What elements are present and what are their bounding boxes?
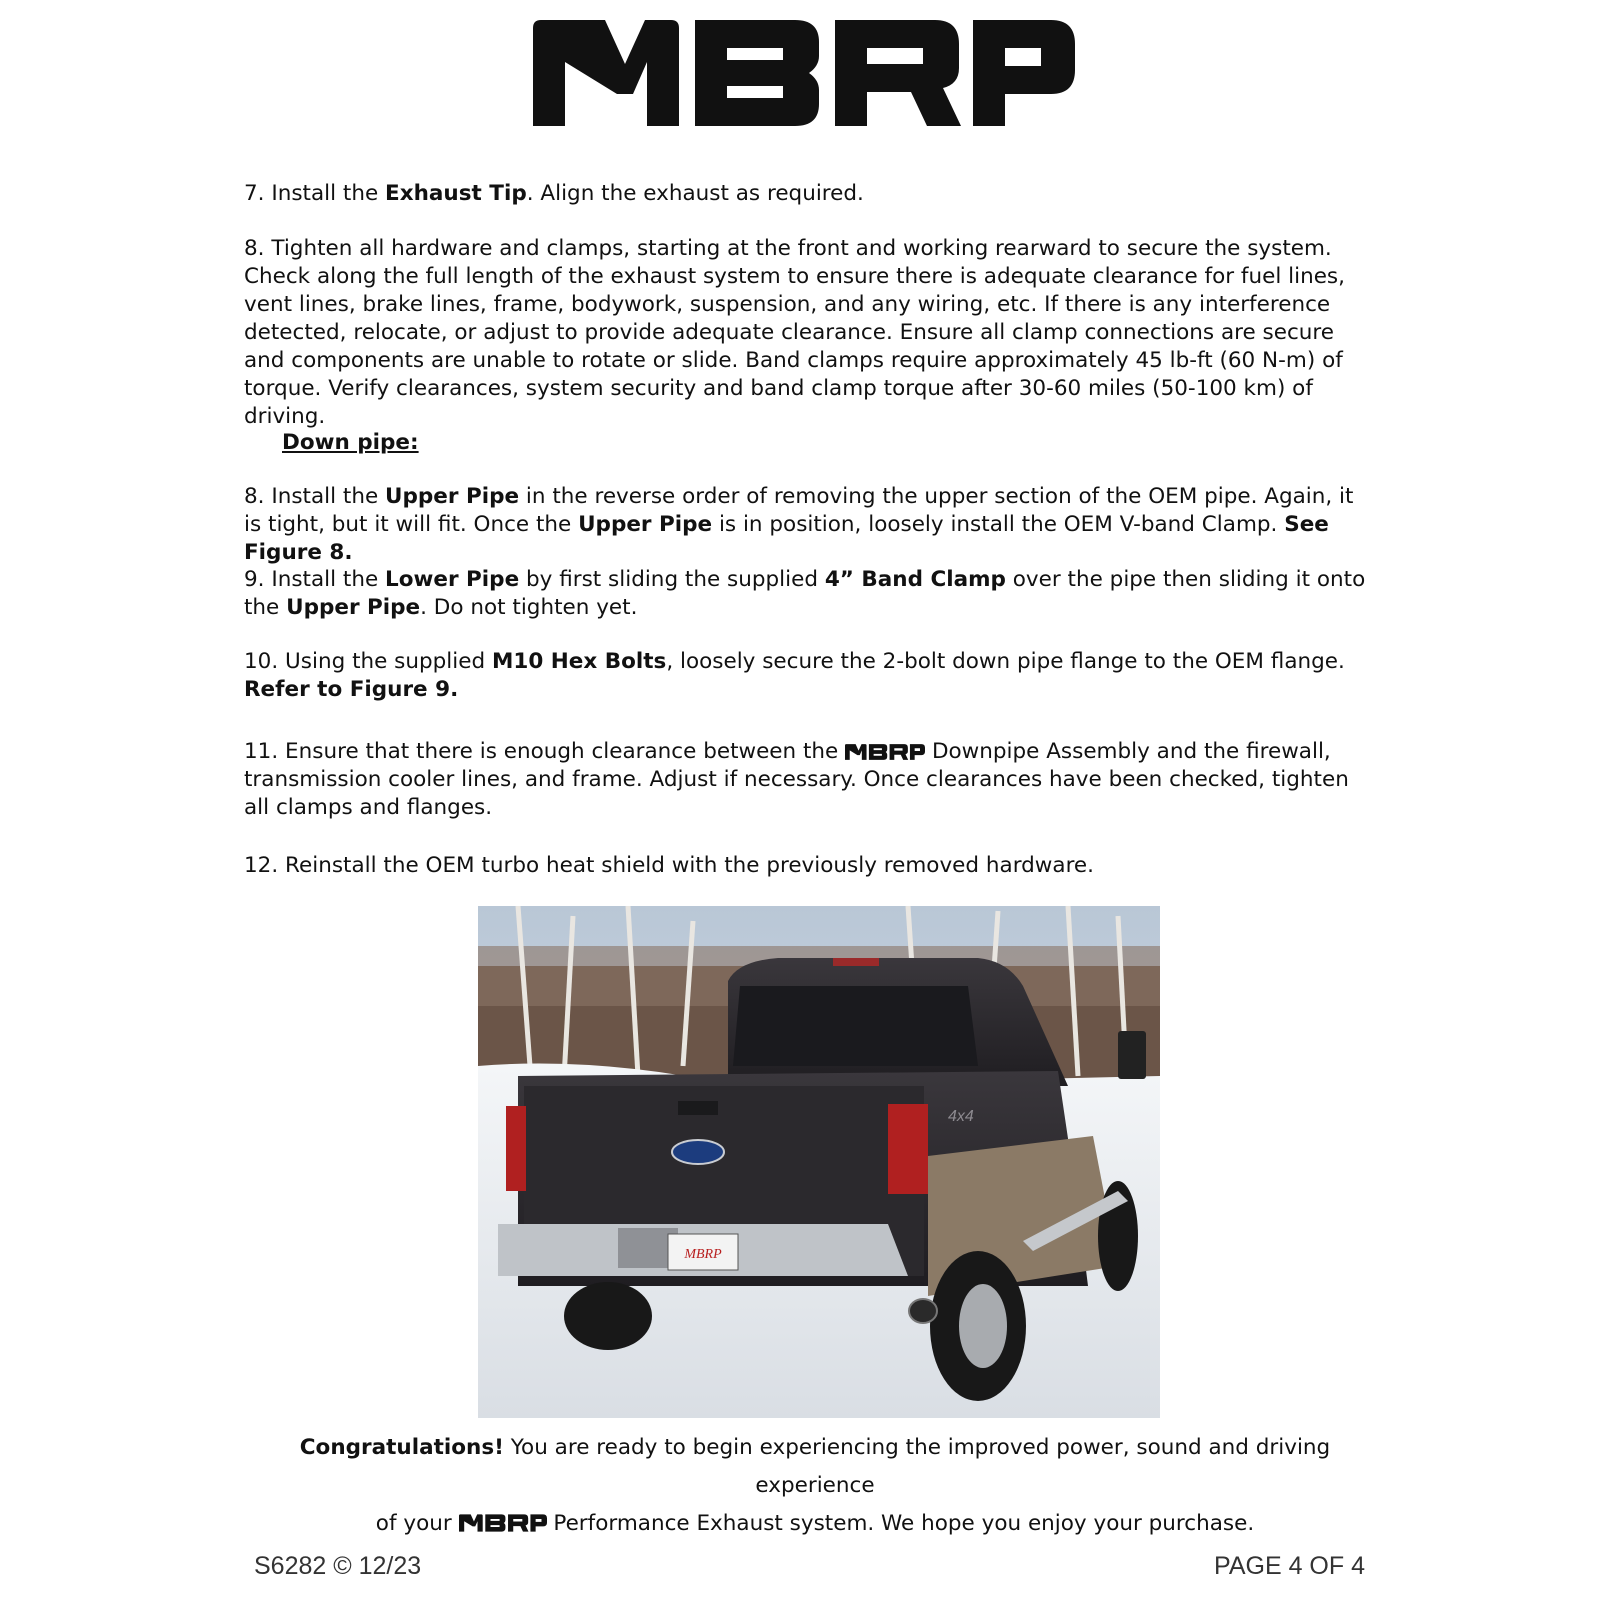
step-9-lower-pipe: 9. Install the Lower Pipe by first sliding the supplied 4” Band Clamp over the pipe then sliding it onto the Upper Pipe. Do not tighten yet.	[244, 567, 1366, 620]
mbrp-inline-logo	[845, 744, 925, 760]
step-11-clearance: 11. Ensure that there is enough clearance between the Downpipe Assembly and the firewall, transmission cooler lines, and frame. Adjust if necessary. Once clearances have been checked, tighten all clamps and flanges.	[244, 739, 1349, 820]
svg-text:MBRP: MBRP	[684, 1247, 722, 1262]
step-8-tighten: 8. Tighten all hardware and clamps, starting at the front and working rearward to secure the system. Check along the full length of the exhaust system to ensure there is adequate clearance for fuel lines, vent lines, brake lines, frame, bodywork, suspension, and any wiring, etc. If there is any interference detected, relocate, or adjust to provide adequate clearance. Ensure all clamp connections are secure and components are unable to rotate or slide. Band clamps require approximately 45 lb-ft (60 N-m) of torque. Verify clearances, system security and band clamp torque after 30-60 miles (50-100 km) of driving.	[244, 236, 1345, 429]
congrats-bold: Congratulations!	[299, 1435, 504, 1460]
mbrp-inline-logo-congrats	[459, 1514, 547, 1532]
truck-photo	[478, 906, 1160, 1418]
exhaust-tip-term: Exhaust Tip	[385, 181, 527, 206]
step-8-upper-pipe: 8. Install the Upper Pipe in the reverse order of removing the upper section of the OEM pipe. Again, it is tight, but it will fit. Once the Upper Pipe is in position, loosely install the OEM V-band Clamp. See Figure 8.	[244, 484, 1354, 565]
page-number: PAGE 4 OF 4	[1214, 1552, 1365, 1580]
document-code: S6282 © 12/23	[254, 1552, 422, 1580]
congratulations-message: Congratulations! You are ready to begin experiencing the improved power, sound and driving experience of your Performance Exhaust system. We hope you enjoy your purchase.	[299, 1435, 1331, 1536]
section-heading-down-pipe: Down pipe:	[282, 430, 419, 455]
svg-text:4x4: 4x4	[948, 1108, 974, 1125]
step-12-heat-shield: 12. Reinstall the OEM turbo heat shield with the previously removed hardware.	[244, 853, 1094, 878]
mbrp-logo	[533, 20, 1075, 126]
step-7: 7. Install the Exhaust Tip. Align the exhaust as required.	[244, 181, 864, 206]
step-10-hex-bolts: 10. Using the supplied M10 Hex Bolts, loosely secure the 2-bolt down pipe flange to the OEM flange. Refer to Figure 9.	[244, 649, 1345, 702]
